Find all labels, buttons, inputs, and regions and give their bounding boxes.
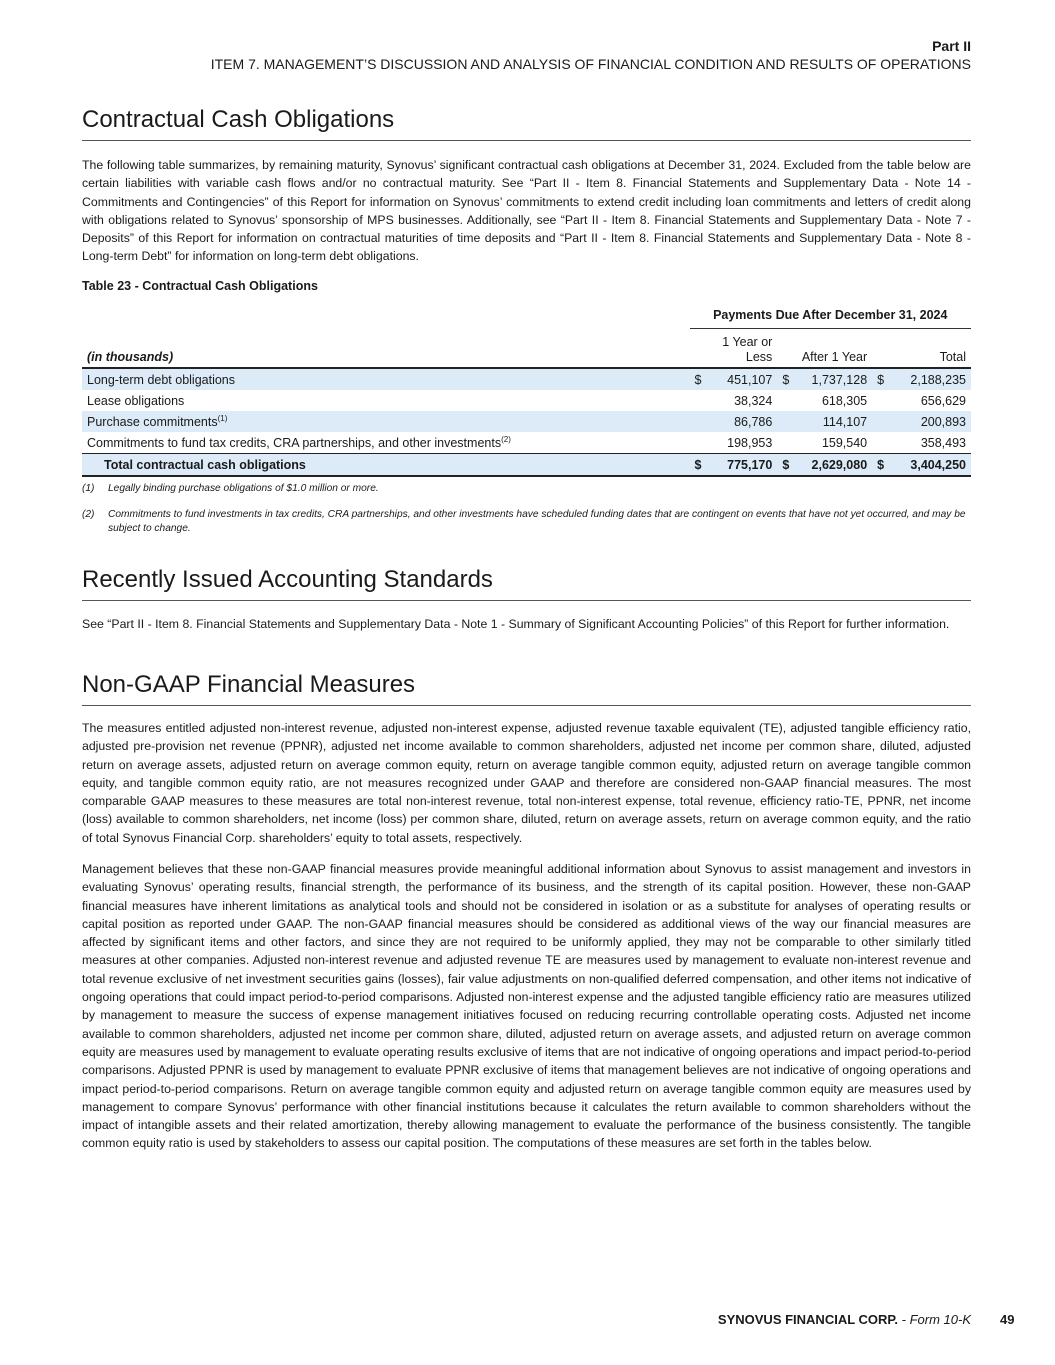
non-gaap-title: Non-GAAP Financial Measures	[82, 671, 971, 706]
table-title: Table 23 - Contractual Cash Obligations	[82, 279, 318, 293]
contractual-obligations-table	[82, 301, 971, 477]
table-column-header	[82, 329, 971, 369]
cell-value: 38,324	[734, 393, 773, 408]
col-total-header: Total	[872, 329, 971, 369]
currency-sign: $	[872, 368, 887, 390]
table-row	[82, 411, 971, 432]
recent-standards-body: See “Part II - Item 8. Financial Statements and Supplementary Data - Note 1 - Summary of Significant Accounting Policies” of this Report for further information.	[82, 617, 950, 631]
cell-value: 1,737,128	[792, 368, 872, 390]
cell-value: 2,188,235	[887, 368, 971, 390]
total-value: 2,629,080	[792, 454, 872, 477]
payments-due-header: Payments Due After December 31, 2024	[690, 301, 971, 329]
currency-sign: $	[872, 454, 887, 477]
row-label: Long-term debt obligations	[82, 368, 690, 390]
total-value: 3,404,250	[887, 454, 971, 477]
row-label: Commitments to fund tax credits, CRA partnerships, and other investments$^{(2)}$	[87, 434, 511, 451]
page-number: 49	[1000, 1312, 1015, 1327]
page-footer	[718, 1312, 971, 1327]
table-row	[82, 432, 971, 454]
row-label: Lease obligations	[87, 394, 185, 409]
cell-value: 198,953	[727, 435, 773, 450]
currency-sign: $	[690, 368, 705, 390]
cell-value: 358,493	[920, 435, 966, 450]
cell-value: 159,540	[821, 435, 868, 450]
item-label: ITEM 7. MANAGEMENT’S DISCUSSION AND ANALYSIS OF FINANCIAL CONDITION AND RESULTS OF OPERATIONS	[210, 56, 971, 72]
non-gaap-para-2: Management believes that these non-GAAP financial measures provide meaningful additional information about Synovus to assist management and investors in evaluating Synovus’ operating results, financial strength, the performance of its business, and the strength of its capital position. However, these non-GAAP financial measures have inherent limitations as analytical tools and should not be considered in isolation or as a substitute for analyses of operating results or capital position as reported under GAAP. The non-GAAP financial measures should be considered as additional views of the way our financial measures are affected by significant items and other factors, and since they are not required to be uniformly applied, they may not be comparable to other similarly titled measures at other companies. Adjusted non-interest revenue and adjusted revenue TE are measures used by management to evaluate non-interest revenue and total revenue exclusive of net investment securities gains (losses), fair value adjustments on non-qualified deferred compensation, and other items not indicative of ongoing operations that could impact period-to-period comparisons. Adjusted non-interest expense and the adjusted tangible efficiency ratio are measures utilized by management to measure the success of expense management initiatives focused on reducing recurring controllable operating costs. Adjusted net income available to common shareholders, adjusted net income per common share, diluted, adjusted return on average assets, and adjusted return on average common equity are measures used by management to evaluate operating results exclusive of items that are not indicative of ongoing operations and impact period-to-period comparisons. Adjusted PPNR is used by management to evaluate PPNR exclusive of items that management believes are not indicative of ongoing operations and impact period-to-period comparisons. Return on average tangible common equity and adjusted return on average tangible common equity are measures used by management to compare Synovus’ performance with other financial institutions because it calculates the return available to common shareholders without the impact of intangible assets and their related amortization, thereby allowing management to evaluate the performance of the business consistently. The tangible common equity ratio is used by stakeholders to assess our capital position. The computations of these measures are set forth in the tables below.	[82, 862, 971, 1151]
footnote-1: (1) Legally binding purchase obligations of $1.0 million or more.	[82, 483, 379, 494]
cell-value: 451,107	[704, 368, 777, 390]
cell-value: 86,786	[704, 411, 777, 432]
table-row	[82, 368, 971, 390]
col-1-year-header: 1 Year or Less	[690, 329, 778, 369]
cell-value: 200,893	[887, 411, 971, 432]
table-row	[82, 390, 971, 411]
part-label: Part II	[932, 38, 971, 54]
recent-standards-title: Recently Issued Accounting Standards	[82, 566, 971, 601]
table-total-row	[82, 454, 971, 477]
unit-label: (in thousands)	[82, 329, 690, 369]
col-after-1-year-header: After 1 Year	[777, 329, 872, 369]
cell-value: 656,629	[920, 393, 966, 408]
currency-sign: $	[777, 368, 792, 390]
running-header	[211, 37, 971, 73]
footnote-2: (2) Commitments to fund investments in tax credits, CRA partnerships, and other investments have scheduled funding dates that are contingent on events that have not yet occurred, and may be subject to change.	[82, 509, 966, 534]
contractual-intro: The following table summarizes, by remaining maturity, Synovus’ significant contractual cash obligations at December 31, 2024. Excluded from the table below are certain liabilities with variable cash flows and/or no contractual maturity. See “Part II - Item 8. Financial Statements and Supplementary Data - Note 14 - Commitments and Contingencies” of this Report for information on Synovus’ commitments to extend credit including loan commitments and letters of credit along with obligations related to Synovus’ sponsorship of MPS businesses. Additionally, see “Part II - Item 8. Financial Statements and Supplementary Data - Note 7 - Deposits” of this Report for information on contractual maturities of time deposits and “Part II - Item 8. Financial Statements and Supplementary Data - Note 8 - Long-term Debt” for information on long-term debt obligations.	[82, 158, 971, 264]
form-label: - Form 10-K	[898, 1312, 971, 1327]
currency-sign: $	[690, 454, 705, 477]
contractual-title: Contractual Cash Obligations	[82, 106, 971, 141]
total-value: 775,170	[704, 454, 777, 477]
row-label: Purchase commitments$^{(1)}$	[82, 411, 690, 432]
currency-sign: $	[777, 454, 792, 477]
total-label: Total contractual cash obligations	[82, 454, 690, 477]
non-gaap-para-1: The measures entitled adjusted non-interest revenue, adjusted non-interest expense, adjusted revenue taxable equivalent (TE), adjusted tangible efficiency ratio, adjusted pre-provision net revenue (PPNR), adjusted net income available to common shareholders, adjusted net income per common share, diluted, adjusted return on average assets, adjusted return on average common equity, return on average tangible common equity, adjusted return on average tangible common equity, and tangible common equity ratio, are not measures recognized under GAAP and therefore are considered non-GAAP financial measures. The most comparable GAAP measures to these measures are total non-interest revenue, total non-interest expense, total revenue, efficiency ratio-TE, PPNR, net income (loss) available to common shareholders, net income (loss) per common share, diluted, return on average assets, return on average common equity, and the ratio of total Synovus Financial Corp. shareholders’ equity to total assets, respectively.	[82, 721, 971, 845]
table-group-header	[82, 301, 971, 329]
cell-value: 114,107	[792, 411, 872, 432]
cell-value: 618,305	[821, 393, 868, 408]
company-name: SYNOVUS FINANCIAL CORP.	[717, 1312, 899, 1327]
